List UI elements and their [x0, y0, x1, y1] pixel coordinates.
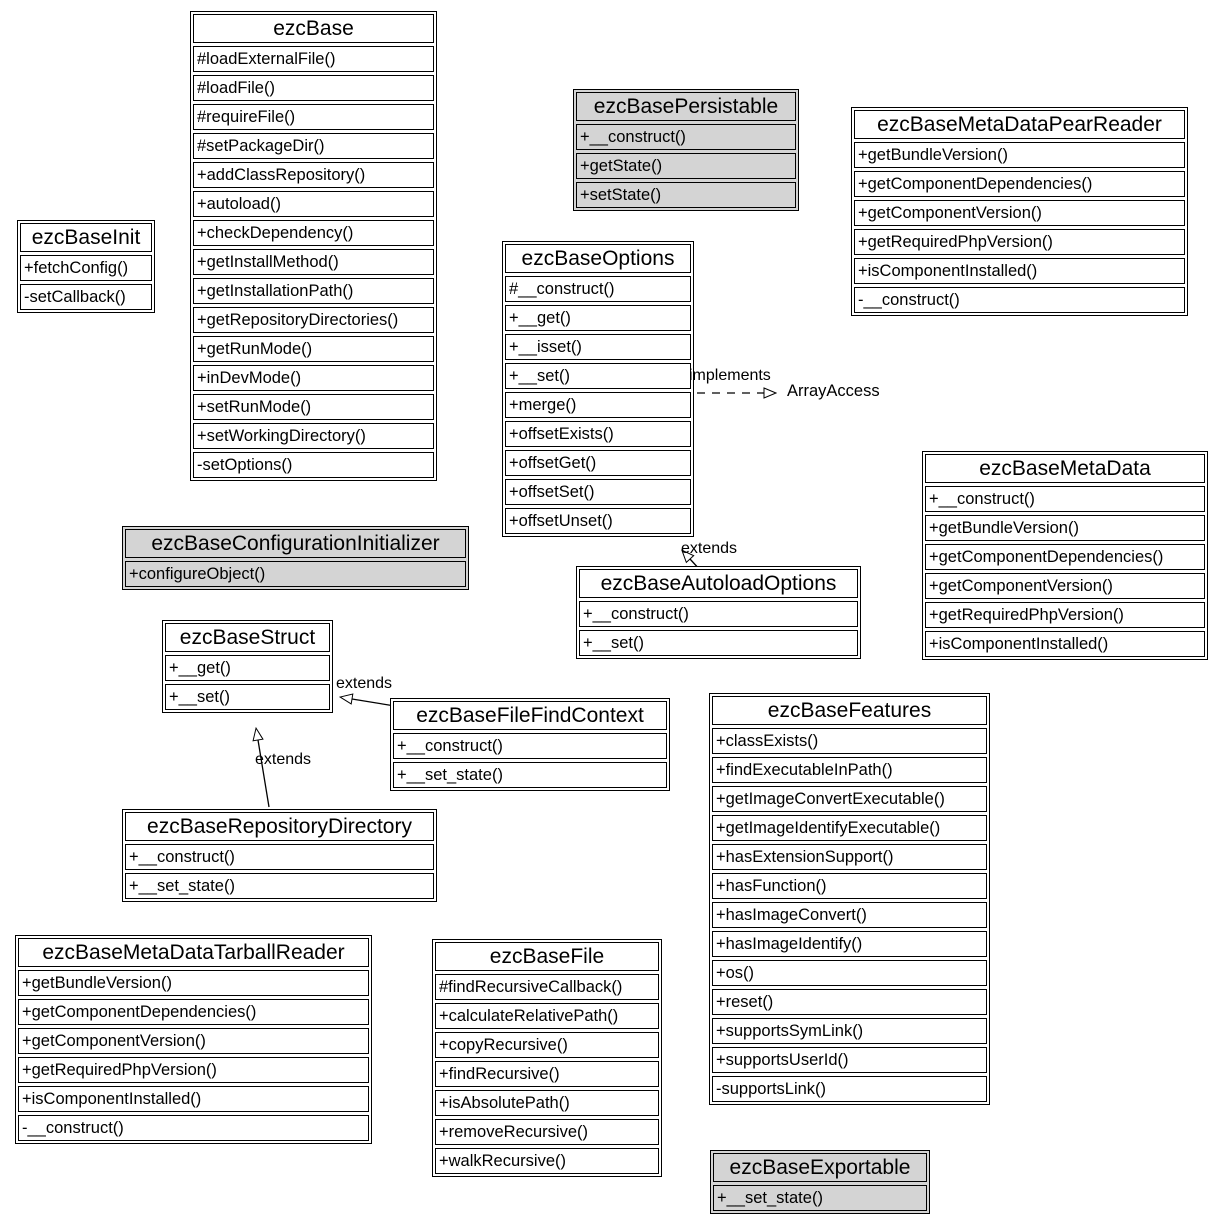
class-box-ezcBase[interactable] — [190, 11, 437, 481]
method-row: +offsetUnset() — [505, 508, 691, 534]
method-row: +isAbsolutePath() — [435, 1090, 659, 1116]
method-row: +setWorkingDirectory() — [193, 423, 434, 449]
class-name: ezcBaseExportable — [713, 1153, 927, 1182]
method-row: +hasImageConvert() — [712, 902, 987, 928]
class-box-ezcBaseMetaDataPearReader[interactable] — [851, 107, 1188, 316]
class-box-ezcBaseMetaData[interactable] — [922, 451, 1208, 660]
method-row: #setPackageDir() — [193, 133, 434, 159]
method-row: +hasExtensionSupport() — [712, 844, 987, 870]
method-row: +__set_state() — [713, 1185, 927, 1211]
method-row: +hasImageIdentify() — [712, 931, 987, 957]
method-row: +__get() — [165, 655, 330, 681]
class-name: ezcBaseFeatures — [712, 696, 987, 725]
method-row: +getRequiredPhpVersion() — [18, 1057, 369, 1083]
method-row: +reset() — [712, 989, 987, 1015]
class-box-ezcBaseOptions[interactable] — [502, 241, 694, 537]
method-row: #findRecursiveCallback() — [435, 974, 659, 1000]
method-row: +getRequiredPhpVersion() — [854, 229, 1185, 255]
method-row: -__construct() — [18, 1115, 369, 1141]
method-row: +inDevMode() — [193, 365, 434, 391]
class-name: ezcBaseFileFindContext — [393, 701, 667, 730]
method-row: +__get() — [505, 305, 691, 331]
method-row: +getImageIdentifyExecutable() — [712, 815, 987, 841]
method-row: +getComponentVersion() — [925, 573, 1205, 599]
method-row: +getState() — [576, 153, 796, 179]
method-row: +getComponentVersion() — [854, 200, 1185, 226]
method-row: +isComponentInstalled() — [925, 631, 1205, 657]
method-row: +getRequiredPhpVersion() — [925, 602, 1205, 628]
method-row: +walkRecursive() — [435, 1148, 659, 1174]
class-name: ezcBaseMetaDataTarballReader — [18, 938, 369, 967]
class-box-ezcBaseInit[interactable] — [17, 220, 155, 313]
method-row: #requireFile() — [193, 104, 434, 130]
method-row: +calculateRelativePath() — [435, 1003, 659, 1029]
class-box-ezcBaseConfigurationInitializer[interactable] — [122, 526, 469, 590]
method-row: +offsetGet() — [505, 450, 691, 476]
method-row: +merge() — [505, 392, 691, 418]
method-row: +offsetExists() — [505, 421, 691, 447]
method-row: +os() — [712, 960, 987, 986]
method-row: +getComponentDependencies() — [854, 171, 1185, 197]
method-row: +findExecutableInPath() — [712, 757, 987, 783]
method-row: +getBundleVersion() — [18, 970, 369, 996]
class-box-ezcBaseAutoloadOptions[interactable] — [576, 566, 861, 659]
method-row: +__construct() — [393, 733, 667, 759]
extends-label-repositorydirectory: extends — [255, 751, 312, 768]
extends-label-autoloadoptions: extends — [681, 540, 738, 557]
class-box-ezcBaseRepositoryDirectory[interactable] — [122, 809, 437, 902]
method-row: +copyRecursive() — [435, 1032, 659, 1058]
method-row: +getBundleVersion() — [925, 515, 1205, 541]
method-row: +autoload() — [193, 191, 434, 217]
method-row: +__construct() — [125, 844, 434, 870]
class-name: ezcBaseStruct — [165, 623, 330, 652]
method-row: #__construct() — [505, 276, 691, 302]
class-box-ezcBaseStruct[interactable] — [162, 620, 333, 713]
method-row: +isComponentInstalled() — [854, 258, 1185, 284]
method-row: +offsetSet() — [505, 479, 691, 505]
method-row: -__construct() — [854, 287, 1185, 313]
method-row: +__isset() — [505, 334, 691, 360]
method-row: +removeRecursive() — [435, 1119, 659, 1145]
method-row: #loadFile() — [193, 75, 434, 101]
class-box-ezcBaseFeatures[interactable] — [709, 693, 990, 1105]
method-row: +__set() — [165, 684, 330, 710]
method-row: +__construct() — [925, 486, 1205, 512]
method-row: +findRecursive() — [435, 1061, 659, 1087]
method-row: +__construct() — [579, 601, 858, 627]
method-row: +fetchConfig() — [20, 255, 152, 281]
class-name: ezcBaseOptions — [505, 244, 691, 273]
class-box-ezcBasePersistable[interactable] — [573, 89, 799, 211]
method-row: +getRunMode() — [193, 336, 434, 362]
class-box-ezcBaseFileFindContext[interactable] — [390, 698, 670, 791]
method-row: +getComponentDependencies() — [925, 544, 1205, 570]
class-name: ezcBasePersistable — [576, 92, 796, 121]
class-box-ezcBaseExportable[interactable] — [710, 1150, 930, 1214]
method-row: -setOptions() — [193, 452, 434, 478]
extends-label-filefindcontext: extends — [336, 675, 393, 692]
class-box-ezcBaseMetaDataTarballReader[interactable] — [15, 935, 372, 1144]
method-row: +classExists() — [712, 728, 987, 754]
class-name: ezcBaseRepositoryDirectory — [125, 812, 434, 841]
method-row: +checkDependency() — [193, 220, 434, 246]
class-name: ezcBaseAutoloadOptions — [579, 569, 858, 598]
method-row: +__set() — [505, 363, 691, 389]
method-row: +addClassRepository() — [193, 162, 434, 188]
method-row: +__set_state() — [125, 873, 434, 899]
method-row: +setRunMode() — [193, 394, 434, 420]
method-row: +supportsUserId() — [712, 1047, 987, 1073]
class-box-ezcBaseFile[interactable] — [432, 939, 662, 1177]
method-row: #loadExternalFile() — [193, 46, 434, 72]
class-name: ezcBase — [193, 14, 434, 43]
method-row: +setState() — [576, 182, 796, 208]
method-row: +getInstallMethod() — [193, 249, 434, 275]
method-row: +getRepositoryDirectories() — [193, 307, 434, 333]
class-name: ezcBaseConfigurationInitializer — [125, 529, 466, 558]
method-row: +__set_state() — [393, 762, 667, 788]
class-name: ezcBaseMetaDataPearReader — [854, 110, 1185, 139]
method-row: +getInstallationPath() — [193, 278, 434, 304]
method-row: +getComponentVersion() — [18, 1028, 369, 1054]
method-row: +getComponentDependencies() — [18, 999, 369, 1025]
method-row: +getImageConvertExecutable() — [712, 786, 987, 812]
class-name: ezcBaseMetaData — [925, 454, 1205, 483]
method-row: +hasFunction() — [712, 873, 987, 899]
method-row: +__construct() — [576, 124, 796, 150]
arrayaccess-external-type: ArrayAccess — [787, 382, 880, 400]
method-row: +supportsSymLink() — [712, 1018, 987, 1044]
method-row: -supportsLink() — [712, 1076, 987, 1102]
method-row: -setCallback() — [20, 284, 152, 310]
method-row: +__set() — [579, 630, 858, 656]
method-row: +isComponentInstalled() — [18, 1086, 369, 1112]
class-name: ezcBaseFile — [435, 942, 659, 971]
class-name: ezcBaseInit — [20, 223, 152, 252]
method-row: +configureObject() — [125, 561, 466, 587]
implements-label: implements — [689, 367, 771, 384]
method-row: +getBundleVersion() — [854, 142, 1185, 168]
